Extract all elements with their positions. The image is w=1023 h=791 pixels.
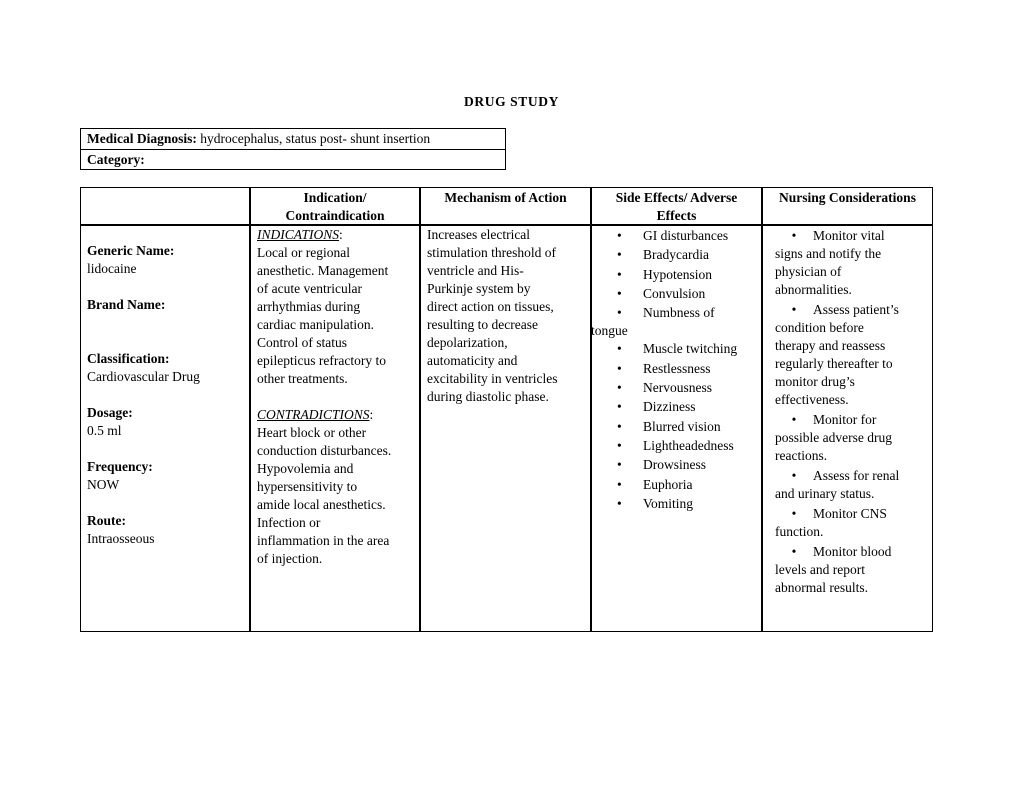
nursing-cell [775,226,927,598]
classification-label: Classification: [87,351,170,366]
bullet-icon: • [617,341,622,357]
bullet-icon: • [617,266,622,282]
document-title: DRUG STUDY [464,94,559,109]
diagnosis-value: hydrocephalus, status post- shunt insertion [200,131,431,146]
nursing-item-line: monitor drug’s [775,374,855,389]
side-effect-item [615,339,755,358]
side-effect-item [615,359,755,378]
header-indication-line1: Indication/ [303,190,367,205]
indication-line: arrhythmias during [257,299,361,314]
bullet-icon: • [617,495,622,511]
nursing-item-line: function. [775,524,824,539]
spacer [257,388,417,406]
side-effect-item [615,284,755,303]
nursing-item-line: condition before [775,320,864,335]
spacer [87,332,245,350]
bullet-icon: • [791,302,797,317]
mechanism-line: ventricle and His- [427,263,524,278]
contraindications-heading-text: CONTRADICTIONS [257,407,370,422]
side-effect-text: Hypotension [643,266,712,282]
bullet-icon: • [617,418,622,434]
indication-line: of acute ventricular [257,281,362,296]
contraindication-line: amide local anesthetics. [257,497,386,512]
mechanism-lines [427,226,585,406]
side-effect-item [615,436,755,455]
bullet-icon: • [791,506,797,521]
header-side-line1: Side Effects/ Adverse [615,190,738,205]
side-effect-item [615,494,755,513]
nursing-item-line: signs and notify the [775,246,882,261]
mechanism-line: direct action on tissues, [427,299,554,314]
mechanism-line: automaticity and [427,353,518,368]
brand-name-value [87,314,245,332]
indication-line: other treatments. [257,371,348,386]
header-mechanism-text: Mechanism of Action [444,190,567,205]
bullet-icon: • [617,228,622,243]
side-effect-item [615,226,755,245]
nursing-item [775,466,927,503]
side-effect-text: Euphoria [643,476,693,492]
bullet-icon: • [617,457,622,473]
medical-diagnosis-row [81,129,505,149]
bullet-icon: • [617,285,622,301]
contraindication-line: inflammation in the area [257,533,390,548]
side-effect-text: Numbness of [643,305,715,321]
generic-name-value: lidocaine [87,261,137,276]
indication-line: cardiac manipulation. [257,317,374,332]
classification-value: Cardiovascular Drug [87,369,200,384]
nursing-item-text: Assess patient’s [813,302,899,317]
category-row [81,149,505,170]
side-effect-text: Nervousness [643,380,712,396]
route-label: Route: [87,513,126,528]
diagnosis-box [80,128,506,170]
bullet-icon: • [617,247,622,263]
nursing-item [775,410,927,465]
nursing-item [775,300,927,409]
nursing-item-line: physician of [775,264,842,279]
generic-name-label: Generic Name: [87,243,175,258]
nursing-item-text: Monitor for [813,412,877,427]
indication-line: Local or regional [257,245,350,260]
nursing-item-text: Monitor vital [813,228,885,243]
nursing-item-first-line [775,410,927,429]
nursing-list [775,226,927,597]
side-effect-text: GI disturbances [643,228,729,243]
drug-study-table [80,187,933,632]
side-effect-item [615,303,755,322]
side-effect-text: Convulsion [643,285,706,301]
bullet-icon: • [791,412,797,427]
indications-heading-text: INDICATIONS [257,227,340,242]
contraindication-line: Hypovolemia and [257,461,354,476]
dosage-label: Dosage: [87,405,133,420]
nursing-item-line: abnormalities. [775,282,852,297]
nursing-item-first-line [775,466,927,485]
drug-info-cell [87,242,245,548]
frequency-value: NOW [87,477,120,492]
side-effect-item [615,417,755,436]
mechanism-line: Purkinje system by [427,281,531,296]
brand-name-label: Brand Name: [87,297,166,312]
mechanism-line: during diastolic phase. [427,389,549,404]
indications-heading: INDICATIONS: [257,227,343,242]
side-effect-text: Dizziness [643,399,696,415]
nursing-item-line: effectiveness. [775,392,849,407]
indication-cell [257,226,417,568]
nursing-item-text: Assess for renal [813,468,900,483]
side-effect-item [615,265,755,284]
spacer [87,440,245,458]
bullet-icon: • [617,437,622,453]
column-divider [590,188,592,631]
nursing-item [775,504,927,541]
side-effects-cell [591,226,755,513]
diagnosis-label: Medical Diagnosis: [87,131,197,146]
mechanism-line: depolarization, [427,335,508,350]
nursing-item [775,226,927,299]
side-effect-text: Restlessness [643,360,711,376]
side-effect-text: Vomiting [643,495,694,511]
bullet-icon: • [791,228,797,243]
mechanism-line: resulting to decrease [427,317,538,332]
nursing-item-text: Monitor CNS [813,506,887,521]
mechanism-line: excitability in ventricles [427,371,558,386]
header-indication [251,188,419,224]
indications-lines [257,244,417,388]
spacer [87,278,245,296]
nursing-item-line: reactions. [775,448,828,463]
bullet-icon: • [617,305,622,321]
header-side-line2: Effects [656,208,697,223]
column-divider [249,188,251,631]
header-nursing-text: Nursing Considerations [779,190,916,205]
side-effect-text: Blurred vision [643,418,721,434]
side-effect-item [615,475,755,494]
bullet-icon: • [791,544,797,559]
indication-line: Control of status [257,335,347,350]
bullet-icon: • [617,476,622,492]
nursing-item-text: Monitor blood [813,544,892,559]
category-label: Category: [87,152,145,167]
contraindication-line: of injection. [257,551,323,566]
indication-line: anesthetic. Management [257,263,389,278]
nursing-item-line: abnormal results. [775,580,868,595]
side-effect-wrap: tongue [591,323,628,339]
nursing-item-first-line [775,542,927,561]
header-side-effects [592,188,761,224]
contraindication-line: Heart block or other [257,425,367,440]
column-divider [419,188,421,631]
side-effects-list [591,226,755,513]
contraindications-heading: CONTRADICTIONS: [257,407,374,422]
mechanism-line: Increases electrical [427,227,531,242]
header-mechanism [421,188,590,224]
side-effect-item [615,397,755,416]
bullet-icon: • [791,468,797,483]
side-effect-item [615,378,755,397]
column-divider [761,188,763,631]
mechanism-cell [427,226,585,406]
side-effect-text: Drowsiness [643,457,706,473]
bullet-icon: • [617,360,622,376]
side-effect-item [615,455,755,474]
side-effect-item [615,245,755,264]
side-effect-text: Muscle twitching [643,341,738,357]
nursing-item-line: therapy and reassess [775,338,886,353]
side-effect-text: Bradycardia [643,247,709,263]
nursing-item-first-line [775,300,927,319]
dosage-value: 0.5 ml [87,423,122,438]
nursing-item [775,542,927,597]
nursing-item-line: possible adverse drug [775,430,892,445]
contraindication-line: conduction disturbances. [257,443,392,458]
header-indication-line2: Contraindication [285,208,385,223]
frequency-label: Frequency: [87,459,153,474]
side-effect-text: Lightheadedness [643,437,734,453]
indication-line: epilepticus refractory to [257,353,386,368]
route-value: Intraosseous [87,531,155,546]
spacer [87,386,245,404]
nursing-item-first-line [775,504,927,523]
bullet-icon: • [617,380,622,396]
contraindication-line: hypersensitivity to [257,479,358,494]
nursing-item-line: regularly thereafter to [775,356,893,371]
bullet-icon: • [617,399,622,415]
spacer [87,494,245,512]
header-nursing [763,188,932,224]
nursing-item-first-line [775,226,927,245]
mechanism-line: stimulation threshold of [427,245,556,260]
nursing-item-line: and urinary status. [775,486,875,501]
contraindications-lines [257,424,417,568]
contraindication-line: Infection or [257,515,321,530]
nursing-item-line: levels and report [775,562,865,577]
